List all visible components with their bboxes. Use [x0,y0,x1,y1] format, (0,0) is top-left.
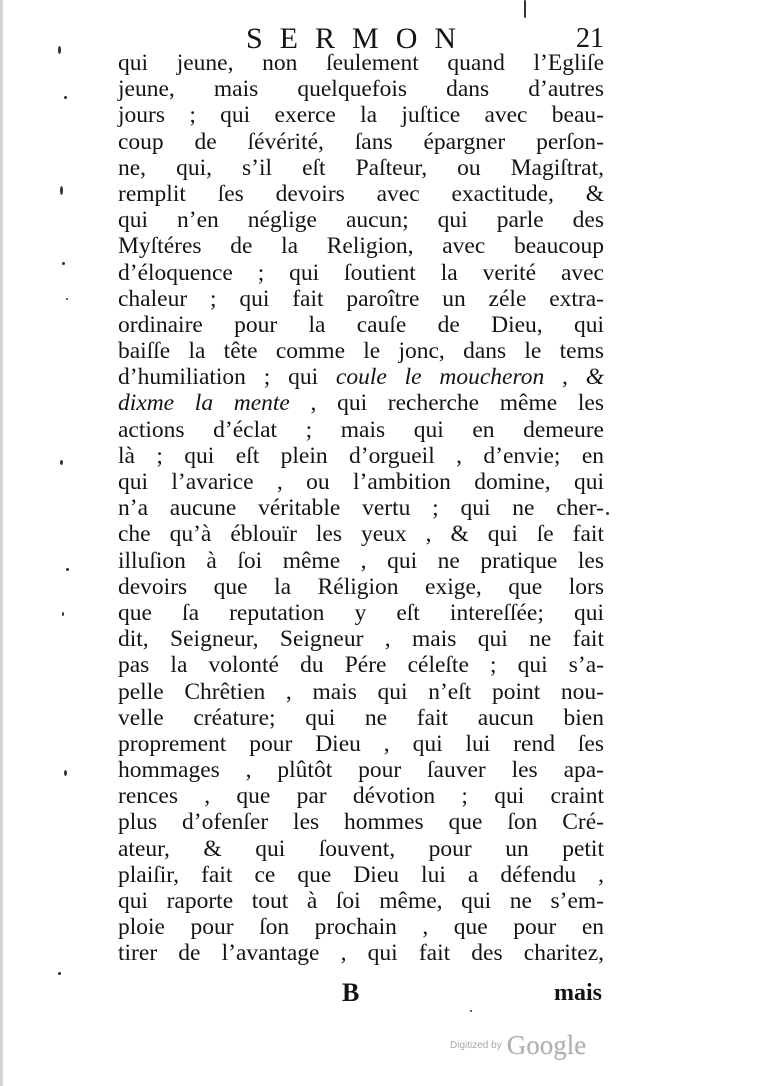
text-line [118,364,604,390]
text-line: illuſion à ſoi même , qui ne pratique les [118,547,604,574]
text-line: ploie pour ſon prochain , que pour en [118,914,604,941]
signature-mark: B [342,978,360,1007]
text-line: qui jeune, non ſeulement quand l’Egliſe [118,50,604,76]
text-line: che qu’à éblouïr les yeux , & qui ſe fait [118,521,604,548]
text-line: qui raporte tout à ſoi même, qui ne s’em- [118,888,604,914]
text-line: d’éloquence ; qui ſoutient la verité avec [118,259,604,286]
body-text [118,50,604,967]
text-line: pas la volonté du Pére céleſte ; qui s’a- [118,652,604,679]
page-footer [118,978,604,1008]
left-edge-bleed [0,0,3,1086]
catchword: mais [554,980,602,1006]
text-line: jeune, mais quelquefois dans d’autres [118,76,604,103]
text-line: baiſſe la tête comme le jonc, dans le tems [118,338,604,365]
text-line: tirer de l’avantage , qui fait des charitez, [118,940,604,967]
italic-quote: coule le moucheron , & [335,364,604,391]
text-line: dit, Seigneur, Seigneur , mais qui ne fait [118,626,604,653]
watermark-prefix: Digitized by [450,1040,502,1051]
text-line: n’a aucune véritable vertu ; qui ne cher- [118,495,604,522]
text-line: plaiſir, fait ce que Dieu lui a défendu , [118,861,604,888]
text-segment: , qui recherche même les [289,390,604,417]
text-line: rences , que par dévotion ; qui craint [118,783,604,810]
page-number: 21 [576,23,604,54]
text-segment: d’humiliation ; qui [118,364,336,391]
text-line: remplit ſes devoirs avec exactitude, & [118,180,604,207]
digitization-watermark [450,1030,600,1062]
text-line: proprement pour Dieu , qui lui rend ſes [118,730,604,757]
text-line: Myſtéres de la Religion, avec beaucoup [118,233,604,260]
text-line: hommages , plûtôt pour ſauver les apa- [118,757,604,784]
text-line: ordinaire pour la cauſe de Dieu, qui [118,311,604,338]
text-line: jours ; qui exerce la juſtice avec beau- [118,102,604,129]
text-line: pelle Chrêtien , mais qui n’eſt point nou- [118,678,604,705]
text-line: qui l’avarice , ou l’ambition domine, qui [118,469,604,495]
text-line: qui n’en néglige aucun; qui parle des [118,207,604,234]
text-line: velle créature; qui ne fait aucun bien [118,704,604,731]
text-line: que ſa reputation y eſt intereſſée; qui [118,599,604,626]
text-line: là ; qui eſt plein d’orgueil , d’envie; en [118,442,604,469]
running-head: SERMON [246,22,474,55]
text-line: chaleur ; qui fait paroître un zéle extra- [118,285,604,312]
text-line: coup de ſévérité, ſans épargner perſon- [118,128,604,155]
italic-quote: dixme la mente [118,390,290,417]
watermark-brand: Google [506,1030,587,1060]
text-line [118,390,604,416]
text-line: plus d’ofenſer les hommes que ſon Cré- [118,809,604,836]
text-line: actions d’éclat ; mais qui en demeure [118,416,604,443]
text-line: ateur, & qui ſouvent, pour un petit [118,835,604,862]
text-line: ne, qui, s’il eſt Paſteur, ou Magiſtrat, [118,154,604,181]
text-line: devoirs que la Réligion exige, que lors [118,573,604,600]
